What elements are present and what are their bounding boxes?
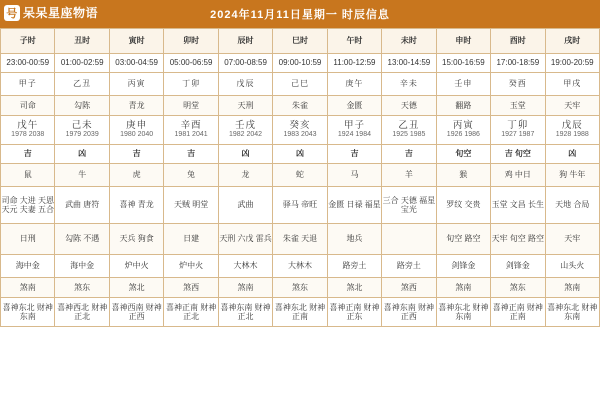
- cell-yi-9: 玉堂 文昌 长生: [491, 187, 545, 224]
- cell-hour-5: 巳时: [273, 29, 327, 54]
- cell-ganzhi-10: 甲戌: [545, 73, 599, 96]
- cell-zodiac-3: 兔: [164, 164, 218, 187]
- cell-hour-7: 未时: [382, 29, 436, 54]
- cell-nayin-6: 路旁土: [327, 255, 381, 278]
- cell-range-3: 05:00-06:59: [164, 54, 218, 73]
- cell-nayin-1: 海中金: [55, 255, 109, 278]
- cell-ganzhi-8: 壬申: [436, 73, 490, 96]
- cell-yi-3: 天贼 明堂: [164, 187, 218, 224]
- row-nayin: [1, 255, 600, 278]
- cell-finance-0: 喜神东北 财神东南: [1, 298, 55, 327]
- cell-ganzhi-9: 癸酉: [491, 73, 545, 96]
- row-sha-direction: [1, 278, 600, 298]
- row-hour-names: [1, 29, 600, 54]
- cell-zodiac-6: 马: [327, 164, 381, 187]
- cell-zodiac-5: 蛇: [273, 164, 327, 187]
- cell-luck-9: 吉 旬空: [491, 145, 545, 164]
- cell-god-2: 青龙: [109, 96, 163, 116]
- cell-chong-0: [1, 116, 55, 145]
- brand-logo-icon: 号: [4, 5, 20, 21]
- cell-ji-6: 地兵: [327, 224, 381, 255]
- cell-ganzhi-6: 庚午: [327, 73, 381, 96]
- chong-pillar-6: 甲子: [343, 120, 365, 132]
- cell-luck-5: 凶: [273, 145, 327, 164]
- cell-dir-1: 煞东: [55, 278, 109, 298]
- cell-god-10: 天牢: [545, 96, 599, 116]
- cell-chong-3: [164, 116, 218, 145]
- cell-god-4: 天刑: [218, 96, 272, 116]
- cell-luck-3: 吉: [164, 145, 218, 164]
- chong-pillar-10: 戊辰: [561, 120, 583, 132]
- cell-dir-0: 煞南: [1, 278, 55, 298]
- cell-ji-8: 旬空 路空: [436, 224, 490, 255]
- row-unsuitable: [1, 224, 600, 255]
- cell-god-5: 朱雀: [273, 96, 327, 116]
- cell-luck-8: 旬空: [436, 145, 490, 164]
- row-lucky-directions: [1, 298, 600, 327]
- brand-name: 呆呆星座物语: [23, 6, 99, 20]
- cell-chong-8: [436, 116, 490, 145]
- cell-luck-0: 吉: [1, 145, 55, 164]
- cell-nayin-0: 海中金: [1, 255, 55, 278]
- cell-zodiac-7: 羊: [382, 164, 436, 187]
- cell-hour-4: 辰时: [218, 29, 272, 54]
- cell-range-4: 07:00-08:59: [218, 54, 272, 73]
- cell-ganzhi-5: 己巳: [273, 73, 327, 96]
- chong-pillar-1: 己未: [71, 120, 93, 132]
- chong-years-7: 1925 1985: [392, 131, 426, 139]
- chong-years-6: 1924 1984: [337, 131, 371, 139]
- cell-finance-2: 喜神西南 财神正西: [109, 298, 163, 327]
- cell-dir-4: 煞南: [218, 278, 272, 298]
- cell-ji-2: 天兵 狗食: [109, 224, 163, 255]
- cell-chong-1: [55, 116, 109, 145]
- cell-chong-7: [382, 116, 436, 145]
- chong-years-10: 1928 1988: [555, 131, 589, 139]
- cell-luck-2: 吉: [109, 145, 163, 164]
- cell-zodiac-1: 牛: [55, 164, 109, 187]
- cell-nayin-3: 炉中火: [164, 255, 218, 278]
- cell-luck-4: 凶: [218, 145, 272, 164]
- cell-luck-10: 凶: [545, 145, 599, 164]
- row-luck: [1, 145, 600, 164]
- cell-yi-1: 武曲 唐符: [55, 187, 109, 224]
- cell-range-2: 03:00-04:59: [109, 54, 163, 73]
- cell-range-9: 17:00-18:59: [491, 54, 545, 73]
- cell-nayin-4: 大林木: [218, 255, 272, 278]
- cell-ganzhi-3: 丁卯: [164, 73, 218, 96]
- chong-pillar-3: 辛酉: [180, 120, 202, 132]
- cell-finance-10: 喜神东北 财神东南: [545, 298, 599, 327]
- cell-finance-1: 喜神西北 财神正北: [55, 298, 109, 327]
- cell-nayin-5: 大林木: [273, 255, 327, 278]
- chong-years-5: 1983 2043: [283, 131, 317, 139]
- cell-luck-6: 吉: [327, 145, 381, 164]
- cell-range-10: 19:00-20:59: [545, 54, 599, 73]
- cell-ganzhi-2: 丙寅: [109, 73, 163, 96]
- cell-chong-10: [545, 116, 599, 145]
- cell-hour-9: 酉时: [491, 29, 545, 54]
- cell-ji-10: 天牢: [545, 224, 599, 255]
- cell-range-6: 11:00-12:59: [327, 54, 381, 73]
- cell-luck-1: 凶: [55, 145, 109, 164]
- chong-pillar-5: 癸亥: [289, 120, 311, 132]
- cell-range-5: 09:00-10:59: [273, 54, 327, 73]
- cell-range-0: 23:00-00:59: [1, 54, 55, 73]
- row-duty-god: [1, 96, 600, 116]
- cell-yi-0: 司命 大进 天恩 天元 夫妻 五合: [1, 187, 55, 224]
- cell-dir-3: 煞西: [164, 278, 218, 298]
- cell-ji-3: 日建: [164, 224, 218, 255]
- cell-finance-5: 喜神东北 财神正南: [273, 298, 327, 327]
- cell-god-0: 司命: [1, 96, 55, 116]
- cell-yi-2: 喜神 青龙: [109, 187, 163, 224]
- row-time-ranges: [1, 54, 600, 73]
- cell-god-8: 翻路: [436, 96, 490, 116]
- cell-ji-0: 日刑: [1, 224, 55, 255]
- cell-chong-9: [491, 116, 545, 145]
- cell-dir-10: 煞南: [545, 278, 599, 298]
- brand-logo: [4, 4, 98, 21]
- cell-hour-1: 丑时: [55, 29, 109, 54]
- cell-dir-2: 煞北: [109, 278, 163, 298]
- cell-hour-0: 子时: [1, 29, 55, 54]
- cell-finance-6: 喜神正南 财神正东: [327, 298, 381, 327]
- cell-finance-3: 喜神正南 财神正北: [164, 298, 218, 327]
- cell-finance-9: 喜神正南 财神正南: [491, 298, 545, 327]
- cell-range-7: 13:00-14:59: [382, 54, 436, 73]
- chong-pillar-2: 庚申: [126, 120, 148, 132]
- cell-yi-5: 驿马 帝旺: [273, 187, 327, 224]
- cell-zodiac-4: 龙: [218, 164, 272, 187]
- cell-hour-6: 午时: [327, 29, 381, 54]
- cell-dir-7: 煞西: [382, 278, 436, 298]
- cell-hour-10: 戌时: [545, 29, 599, 54]
- cell-nayin-2: 炉中火: [109, 255, 163, 278]
- chong-pillar-8: 丙寅: [452, 120, 474, 132]
- cell-nayin-10: 山头火: [545, 255, 599, 278]
- chong-pillar-9: 丁卯: [507, 120, 529, 132]
- row-suitable: [1, 187, 600, 224]
- cell-finance-8: 喜神东北 财神东南: [436, 298, 490, 327]
- cell-ganzhi-7: 辛未: [382, 73, 436, 96]
- chong-years-3: 1981 2041: [174, 131, 208, 139]
- cell-zodiac-2: 虎: [109, 164, 163, 187]
- row-ganzhi: [1, 73, 600, 96]
- chong-years-0: 1978 2038: [11, 131, 45, 139]
- cell-zodiac-10: 狗 牛年: [545, 164, 599, 187]
- cell-finance-4: 喜神东南 财神正北: [218, 298, 272, 327]
- cell-dir-5: 煞东: [273, 278, 327, 298]
- cell-yi-6: 金匮 日禄 福星: [327, 187, 381, 224]
- cell-ji-7: [382, 224, 436, 255]
- chong-years-8: 1926 1986: [446, 131, 480, 139]
- cell-hour-8: 申时: [436, 29, 490, 54]
- cell-ganzhi-0: 甲子: [1, 73, 55, 96]
- cell-ji-5: 朱雀 天退: [273, 224, 327, 255]
- cell-chong-5: [273, 116, 327, 145]
- cell-yi-8: 罗纹 交贵: [436, 187, 490, 224]
- cell-ganzhi-4: 戊辰: [218, 73, 272, 96]
- page-title: 2024年11月11日星期一 时辰信息: [210, 9, 390, 21]
- cell-nayin-7: 路旁土: [382, 255, 436, 278]
- cell-luck-7: 吉: [382, 145, 436, 164]
- cell-yi-7: 三合 天德 福星 宝光: [382, 187, 436, 224]
- cell-hour-2: 寅时: [109, 29, 163, 54]
- chong-pillar-7: 乙丑: [398, 120, 420, 132]
- cell-god-1: 勾陈: [55, 96, 109, 116]
- row-clash: [1, 116, 600, 145]
- cell-ji-4: 天刑 六戊 雷兵: [218, 224, 272, 255]
- cell-dir-6: 煞北: [327, 278, 381, 298]
- cell-zodiac-9: 鸡 中日: [491, 164, 545, 187]
- cell-nayin-8: 剑锋金: [436, 255, 490, 278]
- cell-ji-9: 天牢 旬空 路空: [491, 224, 545, 255]
- cell-ganzhi-1: 乙丑: [55, 73, 109, 96]
- cell-zodiac-0: 鼠: [1, 164, 55, 187]
- cell-ji-1: 勾陈 不遇: [55, 224, 109, 255]
- cell-dir-8: 煞南: [436, 278, 490, 298]
- cell-nayin-9: 剑锋金: [491, 255, 545, 278]
- chong-years-9: 1927 1987: [501, 131, 535, 139]
- hour-info-table: [0, 28, 600, 327]
- cell-zodiac-8: 猴: [436, 164, 490, 187]
- chong-pillar-4: 壬戌: [235, 120, 257, 132]
- cell-yi-4: 武曲: [218, 187, 272, 224]
- cell-range-1: 01:00-02:59: [55, 54, 109, 73]
- chong-years-1: 1979 2039: [65, 131, 99, 139]
- cell-god-9: 玉堂: [491, 96, 545, 116]
- cell-hour-3: 卯时: [164, 29, 218, 54]
- chong-years-2: 1980 2040: [120, 131, 154, 139]
- cell-chong-6: [327, 116, 381, 145]
- cell-god-3: 明堂: [164, 96, 218, 116]
- row-zodiac: [1, 164, 600, 187]
- page-header: [0, 0, 600, 28]
- chong-years-4: 1982 2042: [228, 131, 263, 139]
- cell-range-8: 15:00-16:59: [436, 54, 490, 73]
- cell-yi-10: 天地 合局: [545, 187, 599, 224]
- cell-dir-9: 煞东: [491, 278, 545, 298]
- chong-pillar-0: 戊午: [17, 120, 39, 132]
- cell-god-6: 金匮: [327, 96, 381, 116]
- cell-god-7: 天德: [382, 96, 436, 116]
- cell-chong-2: [109, 116, 163, 145]
- cell-finance-7: 喜神东南 财神正西: [382, 298, 436, 327]
- cell-chong-4: [218, 116, 272, 145]
